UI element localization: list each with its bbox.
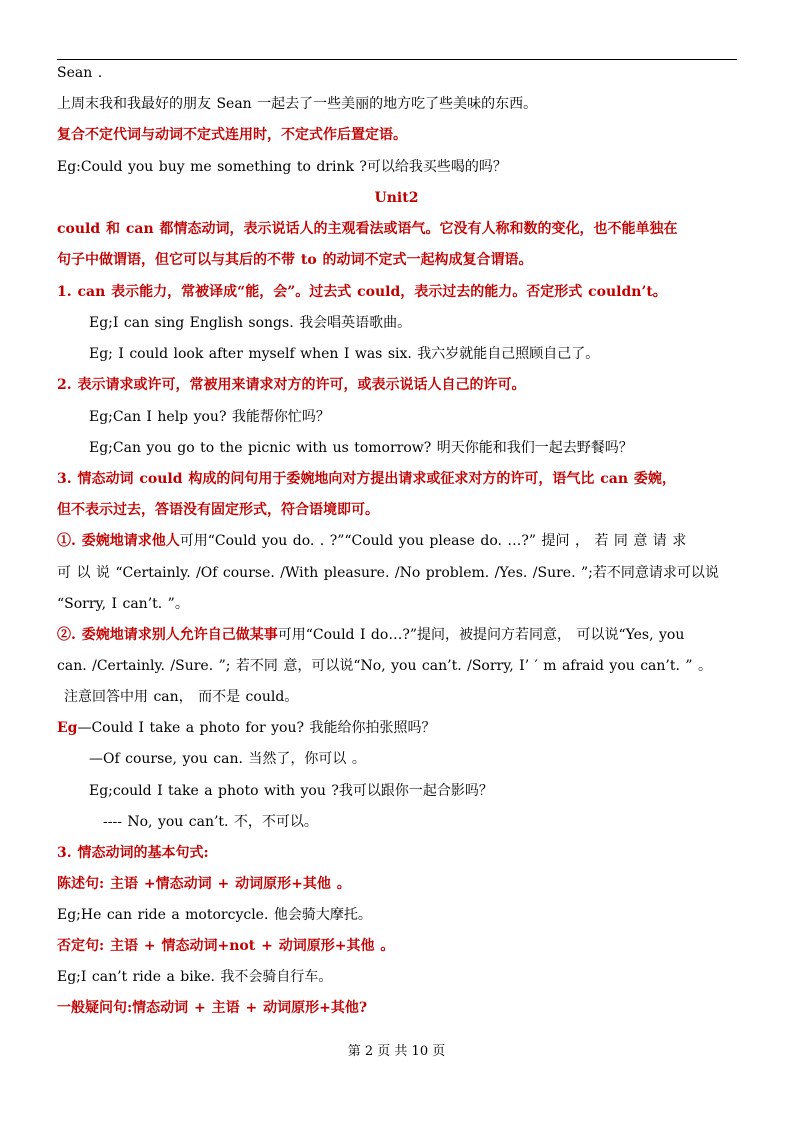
example-line xyxy=(57,719,435,737)
subrule-label: ①. 委婉地请求他人 xyxy=(57,533,180,549)
subrule-label: ②. 委婉地请求别人允许自己做某事 xyxy=(57,627,278,643)
example-line: Eg;could I take a photo with you ?我可以跟你一起合影吗？ xyxy=(89,783,493,799)
subrule-text: 可用“Could I do…?”提问，被提问方若同意， 可以说“Yes, you xyxy=(277,627,685,643)
header-rule xyxy=(57,59,737,60)
example-line: Eg;He can ride a motorcycle. 他会骑大摩托。 xyxy=(57,907,372,923)
example-line: ---- No, you can’t. 不，不可以。 xyxy=(103,814,318,830)
example-line: Eg; I could look after myself when I was six. 我六岁就能自己照顾自己了。 xyxy=(89,346,600,362)
example-line: —Of course, you can. 当然了，你可以 。 xyxy=(89,751,366,767)
rule-heading: 句子中做谓语，但它可以与其后的不带 to 的动词不定式一起构成复合谓语。 xyxy=(57,252,533,268)
rule-heading: 1. can 表示能力，常被译成“能，会”。过去式 could，表示过去的能力。否定形式 couldn’t。 xyxy=(57,284,667,300)
text-line: “Sorry, I can’t. ”。 xyxy=(57,596,189,612)
text-line: 上周末我和我最好的朋友 Sean 一起去了一些美丽的地方吃了些美味的东西。 xyxy=(57,96,538,112)
example-line: Eg:Could you buy me something to drink ?可以给我买些喝的吗？ xyxy=(57,159,507,175)
example-line: Eg;I can’t ride a bike. 我不会骑自行车。 xyxy=(57,969,333,985)
rule-heading: 3. 情态动词的基本句式: xyxy=(57,845,209,861)
rule-heading: 复合不定代词与动词不定式连用时，不定式作后置定语。 xyxy=(57,127,407,143)
pattern-line: 否定句: 主语 + 情态动词+not + 动词原形+其他 。 xyxy=(57,938,395,954)
text-line: Sean . xyxy=(57,65,103,81)
pattern-line: 一般疑问句:情态动词 + 主语 + 动词原形+其他? xyxy=(57,1000,368,1016)
note-line: 注意回答中用 can， 而不是 could。 xyxy=(64,689,299,705)
rule-heading: 3. 情态动词 could 构成的问句用于委婉地向对方提出请求或征求对方的许可，语气比 can 委婉， xyxy=(57,471,676,487)
unit-title: Unit2 xyxy=(374,190,419,206)
pattern-line: 陈述句: 主语 +情态动词 + 动词原形+其他 。 xyxy=(57,876,351,892)
text-line: can. /Certainly. /Sure. ”; 若不同 意，可以说“No, you can’t. /Sorry, I’ ′ m afraid you can’t. ” 。 xyxy=(57,658,713,674)
page-footer: 第 2 页 共 10 页 xyxy=(347,1044,446,1059)
example-line: Eg;Can I help you? 我能帮你忙吗？ xyxy=(89,409,330,425)
rule-heading: could 和 can 都情态动词，表示说话人的主观看法或语气。它没有人称和数的变化，也不能单独在 xyxy=(57,221,678,237)
example-text: —Could I take a photo for you? 我能给你拍张照吗？ xyxy=(77,720,436,736)
rule-heading: 但不表示过去，答语没有固定形式，符合语境即可。 xyxy=(57,502,379,518)
example-label: Eg xyxy=(57,720,78,736)
text-line xyxy=(57,532,686,550)
subrule-text: 可用“Could you do. . ?”“Could you please do. …?” 提问 ， 若 同 意 请 求 xyxy=(179,533,687,549)
text-line xyxy=(57,626,684,644)
rule-heading: 2. 表示请求或许可，常被用来请求对方的许可，或表示说话人自己的许可。 xyxy=(57,377,526,393)
text-line: 可 以 说 “Certainly. /Of course. /With pleasure. /No problem. /Yes. /Sure. ”;若不同意请求可以说 xyxy=(57,565,719,581)
example-line: Eg;Can you go to the picnic with us tomorrow? 明天你能和我们一起去野餐吗？ xyxy=(89,440,633,456)
example-line: Eg;I can sing English songs. 我会唱英语歌曲。 xyxy=(89,315,412,331)
